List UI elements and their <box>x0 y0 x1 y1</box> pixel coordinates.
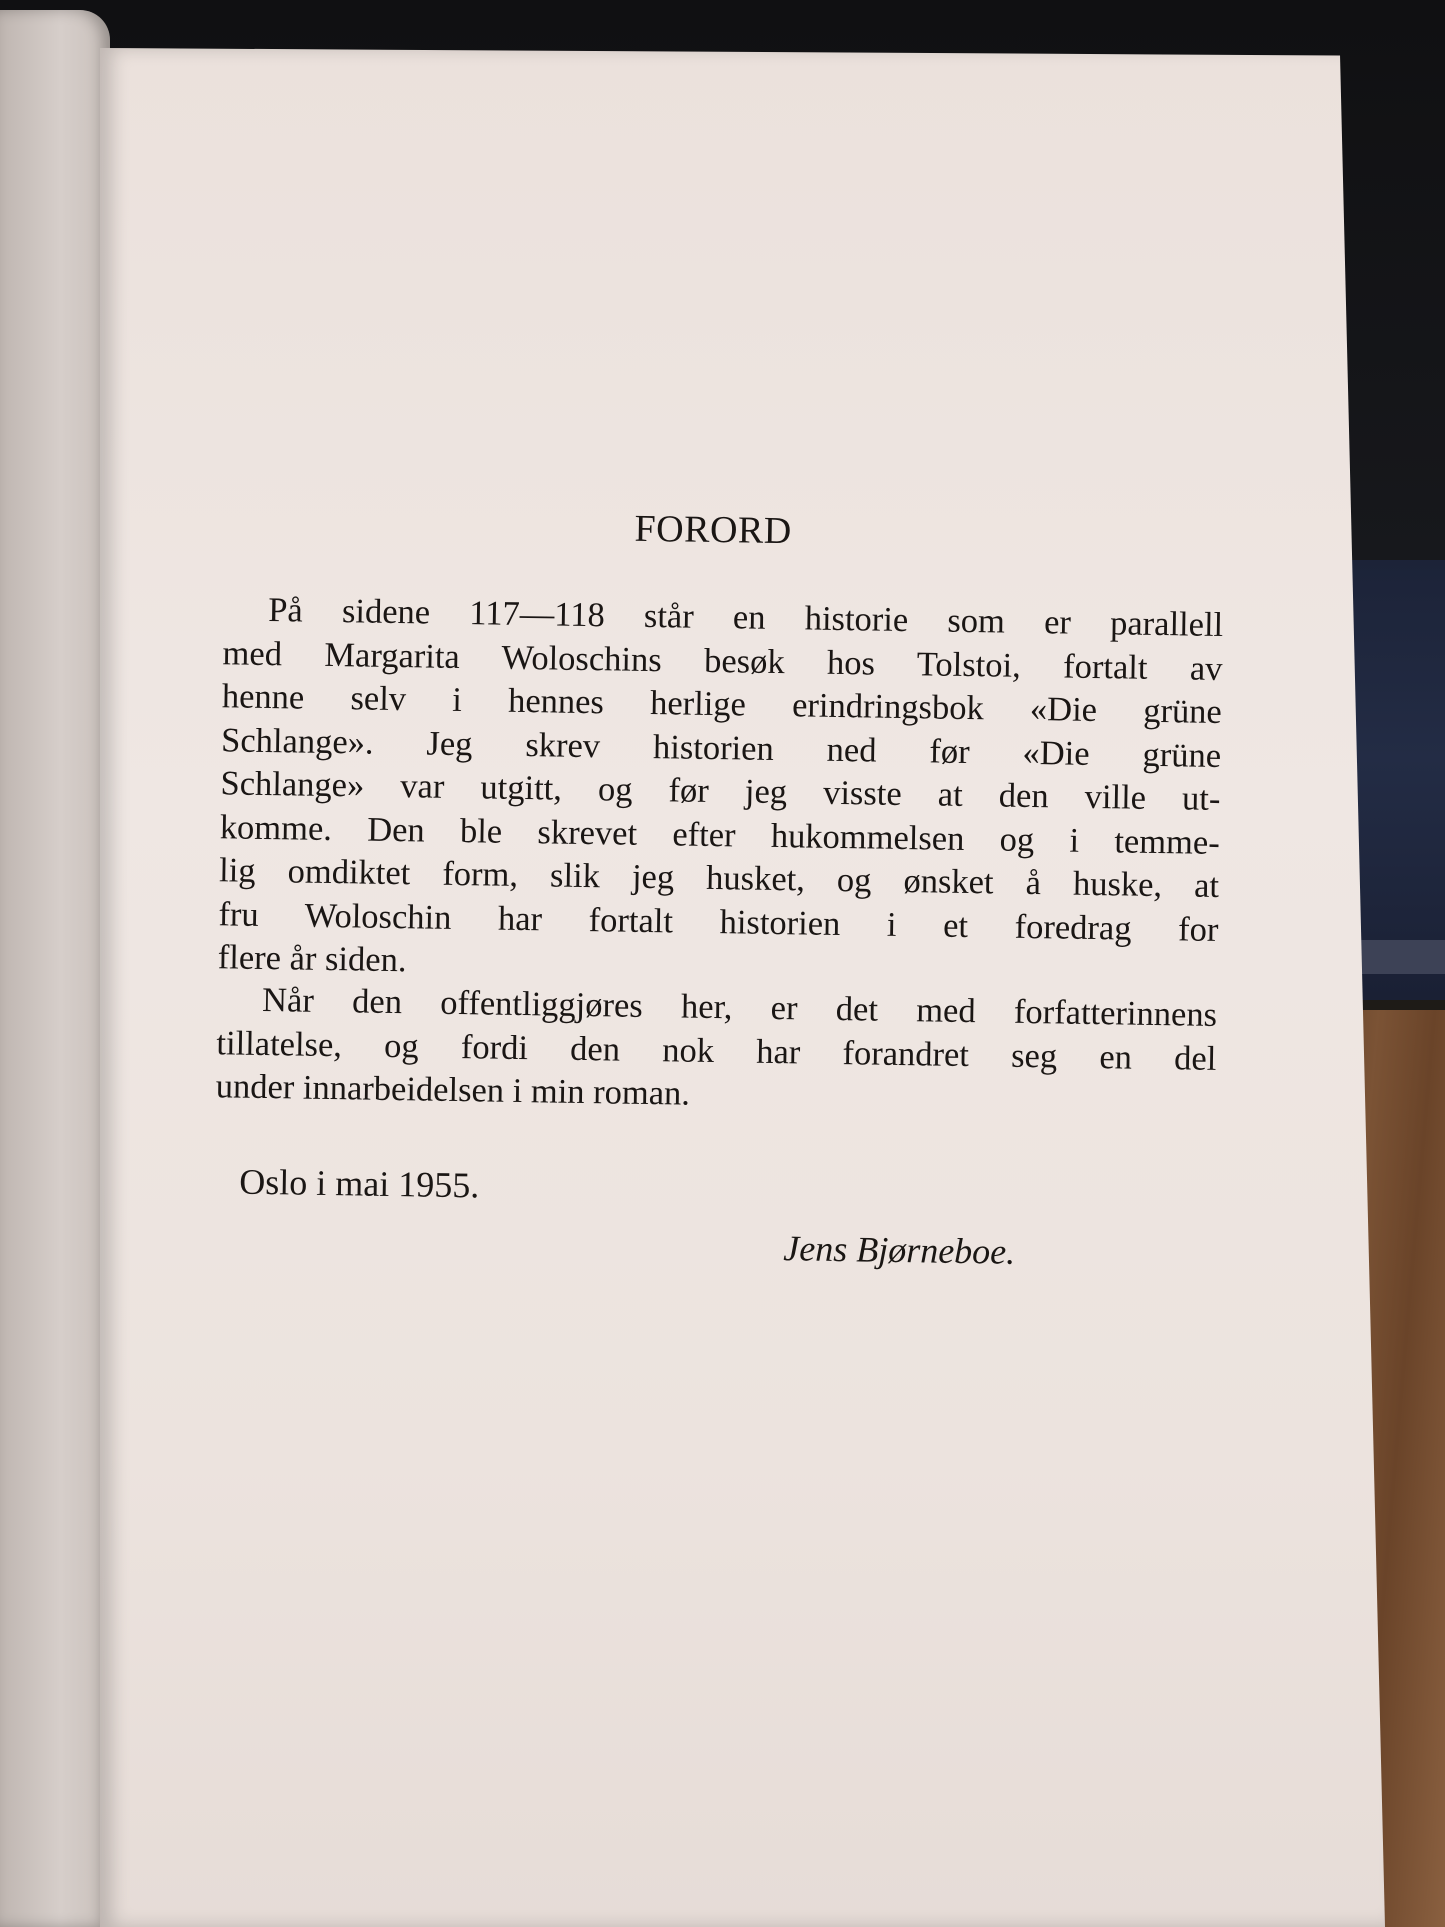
page-heading: FORORD <box>634 507 793 553</box>
paragraph-2 <box>215 978 1217 1124</box>
text-line: Når den offentliggjøres her, er det med forfatterinnens <box>261 980 1218 1034</box>
text-line: komme. Den ble skrevet efter hukommelsen og i temme- <box>219 807 1221 862</box>
text-line: under innarbeidelsen i min roman. <box>215 1067 691 1113</box>
text-line: På sidene 117—118 står en historie som er parallell <box>267 591 1224 645</box>
text-line: Schlange» var utgitt, og før jeg visste at den ville ut- <box>220 764 1221 818</box>
text-line: tillatelse, og fordi den nok har forandret seg en del <box>216 1023 1217 1078</box>
paragraph-1 <box>217 588 1223 995</box>
text-line: fru Woloschin har fortalt historien i et foredrag for <box>218 894 1219 949</box>
dateline: Oslo i mai 1955. <box>238 1161 480 1206</box>
text-line: henne selv i hennes herlige erindringsbok «Die grüne <box>221 677 1223 731</box>
text-line: lig omdiktet form, slik jeg husket, og ønsket å huske, at <box>218 851 1220 905</box>
left-page-edge <box>0 10 110 1927</box>
text-line: med Margarita Woloschins besøk hos Tolstoi, fortalt av <box>222 633 1223 688</box>
text-line: Schlange». Jeg skrev historien ned før «Die grüne <box>220 720 1222 775</box>
author-signature: Jens Bjørneboe. <box>783 1228 1016 1272</box>
text-line: flere år siden. <box>217 938 407 980</box>
